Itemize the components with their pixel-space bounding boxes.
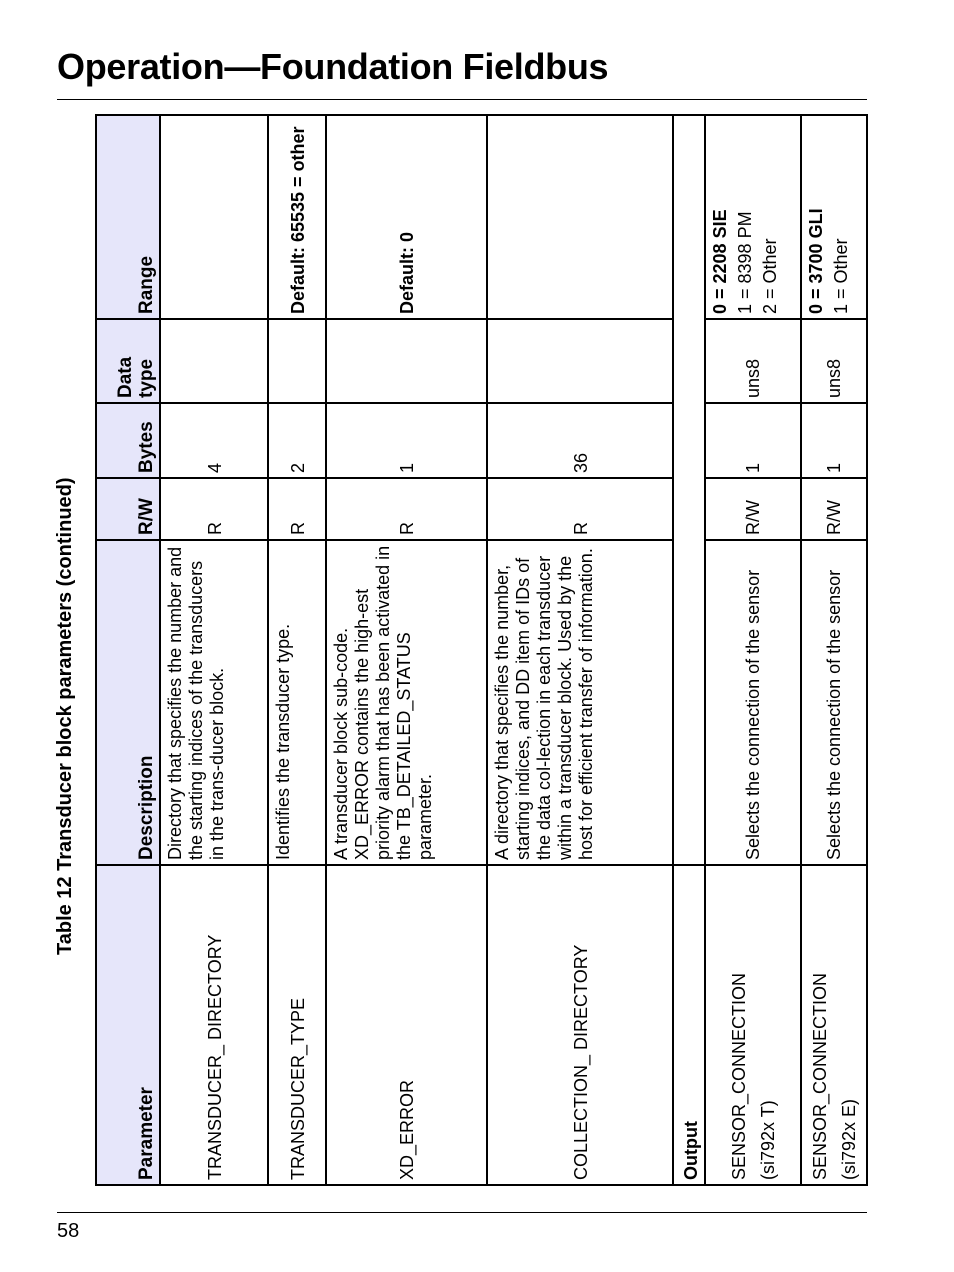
- section-spacer: [673, 115, 704, 865]
- cell-data-type: [487, 319, 674, 403]
- table-container: [95, 116, 868, 1186]
- cell-rw: R: [160, 478, 268, 540]
- cell-bytes: 4: [160, 403, 268, 478]
- table-row: [268, 115, 326, 1185]
- cell-description: Selects the connection of the sensor: [801, 540, 867, 865]
- cell-bytes: 1: [326, 403, 486, 478]
- table-row: [326, 115, 486, 1185]
- cell-bytes: 1: [801, 403, 867, 478]
- cell-rw: R/W: [705, 478, 801, 540]
- column-header-range: Range: [96, 115, 160, 319]
- column-header-bytes: Bytes: [96, 403, 160, 478]
- range-default: 0 = 3700 GLI: [805, 208, 826, 314]
- table-row: [487, 115, 674, 1185]
- parameter-model: (si792x T): [757, 1100, 778, 1180]
- table-row: [705, 115, 801, 1185]
- cell-rw: R: [268, 478, 326, 540]
- cell-data-type: [268, 319, 326, 403]
- parameter-model: (si792x E): [838, 1098, 859, 1180]
- section-label-output: Output: [673, 865, 704, 1185]
- page-number: 58: [57, 1220, 80, 1242]
- cell-parameter: TRANSDUCER_TYPE: [268, 865, 326, 1185]
- cell-range: Default: 65535 = other: [268, 115, 326, 319]
- parameter-name: SENSOR_CONNECTION: [728, 972, 749, 1180]
- cell-bytes: 2: [268, 403, 326, 478]
- range-option: 2 = Other: [759, 238, 780, 314]
- cell-description: Identifies the transducer type.: [268, 540, 326, 865]
- range-option: 1 = 8398 PM: [734, 211, 755, 314]
- table-row: [801, 115, 867, 1185]
- cell-data-type: uns8: [801, 319, 867, 403]
- header-rule: [57, 99, 867, 100]
- table-row: [160, 115, 268, 1185]
- footer-rule: [57, 1212, 867, 1213]
- transducer-parameters-table: [95, 114, 868, 1186]
- table-caption: Table 12 Transducer block parameters (continued): [54, 477, 76, 955]
- cell-parameter: COLLECTION_ DIRECTORY: [487, 865, 674, 1185]
- cell-data-type: [326, 319, 486, 403]
- cell-bytes: 1: [705, 403, 801, 478]
- cell-rw: R/W: [801, 478, 867, 540]
- cell-rw: R: [326, 478, 486, 540]
- table-header-row: [96, 115, 160, 1185]
- cell-parameter: [705, 865, 801, 1185]
- column-header-parameter: Parameter: [96, 865, 160, 1185]
- cell-data-type: [160, 319, 268, 403]
- cell-bytes: 36: [487, 403, 674, 478]
- cell-range: [801, 115, 867, 319]
- cell-description: Directory that specifies the number and the starting indices of the transducers in the trans-ducer block.: [160, 540, 268, 865]
- cell-range: [487, 115, 674, 319]
- section-row-output: [673, 115, 704, 1185]
- cell-parameter: [801, 865, 867, 1185]
- column-header-data-type: Data type: [96, 319, 160, 403]
- cell-description: A transducer block sub-code. XD_ERROR contains the high-est priority alarm that has been activated in the TB_DETAILED_STATUS parameter.: [326, 540, 486, 865]
- cell-rw: R: [487, 478, 674, 540]
- cell-range: [705, 115, 801, 319]
- cell-range: [160, 115, 268, 319]
- page-title: Operation—Foundation Fieldbus: [57, 46, 609, 87]
- cell-parameter: XD_ERROR: [326, 865, 486, 1185]
- range-default: 0 = 2208 SIE: [709, 209, 730, 314]
- cell-description: Selects the connection of the sensor: [705, 540, 801, 865]
- column-header-rw: R/W: [96, 478, 160, 540]
- cell-parameter: TRANSDUCER_ DIRECTORY: [160, 865, 268, 1185]
- cell-range: Default: 0: [326, 115, 486, 319]
- cell-description: A directory that specifies the number, starting indices, and DD item of IDs of the data col-lection in each transducer within a transducer block. Used by the host for efficient transfer of information.: [487, 540, 674, 865]
- range-option: 1 = Other: [830, 238, 851, 314]
- cell-data-type: uns8: [705, 319, 801, 403]
- column-header-description: Description: [96, 540, 160, 865]
- parameter-name: SENSOR_CONNECTION: [809, 972, 830, 1180]
